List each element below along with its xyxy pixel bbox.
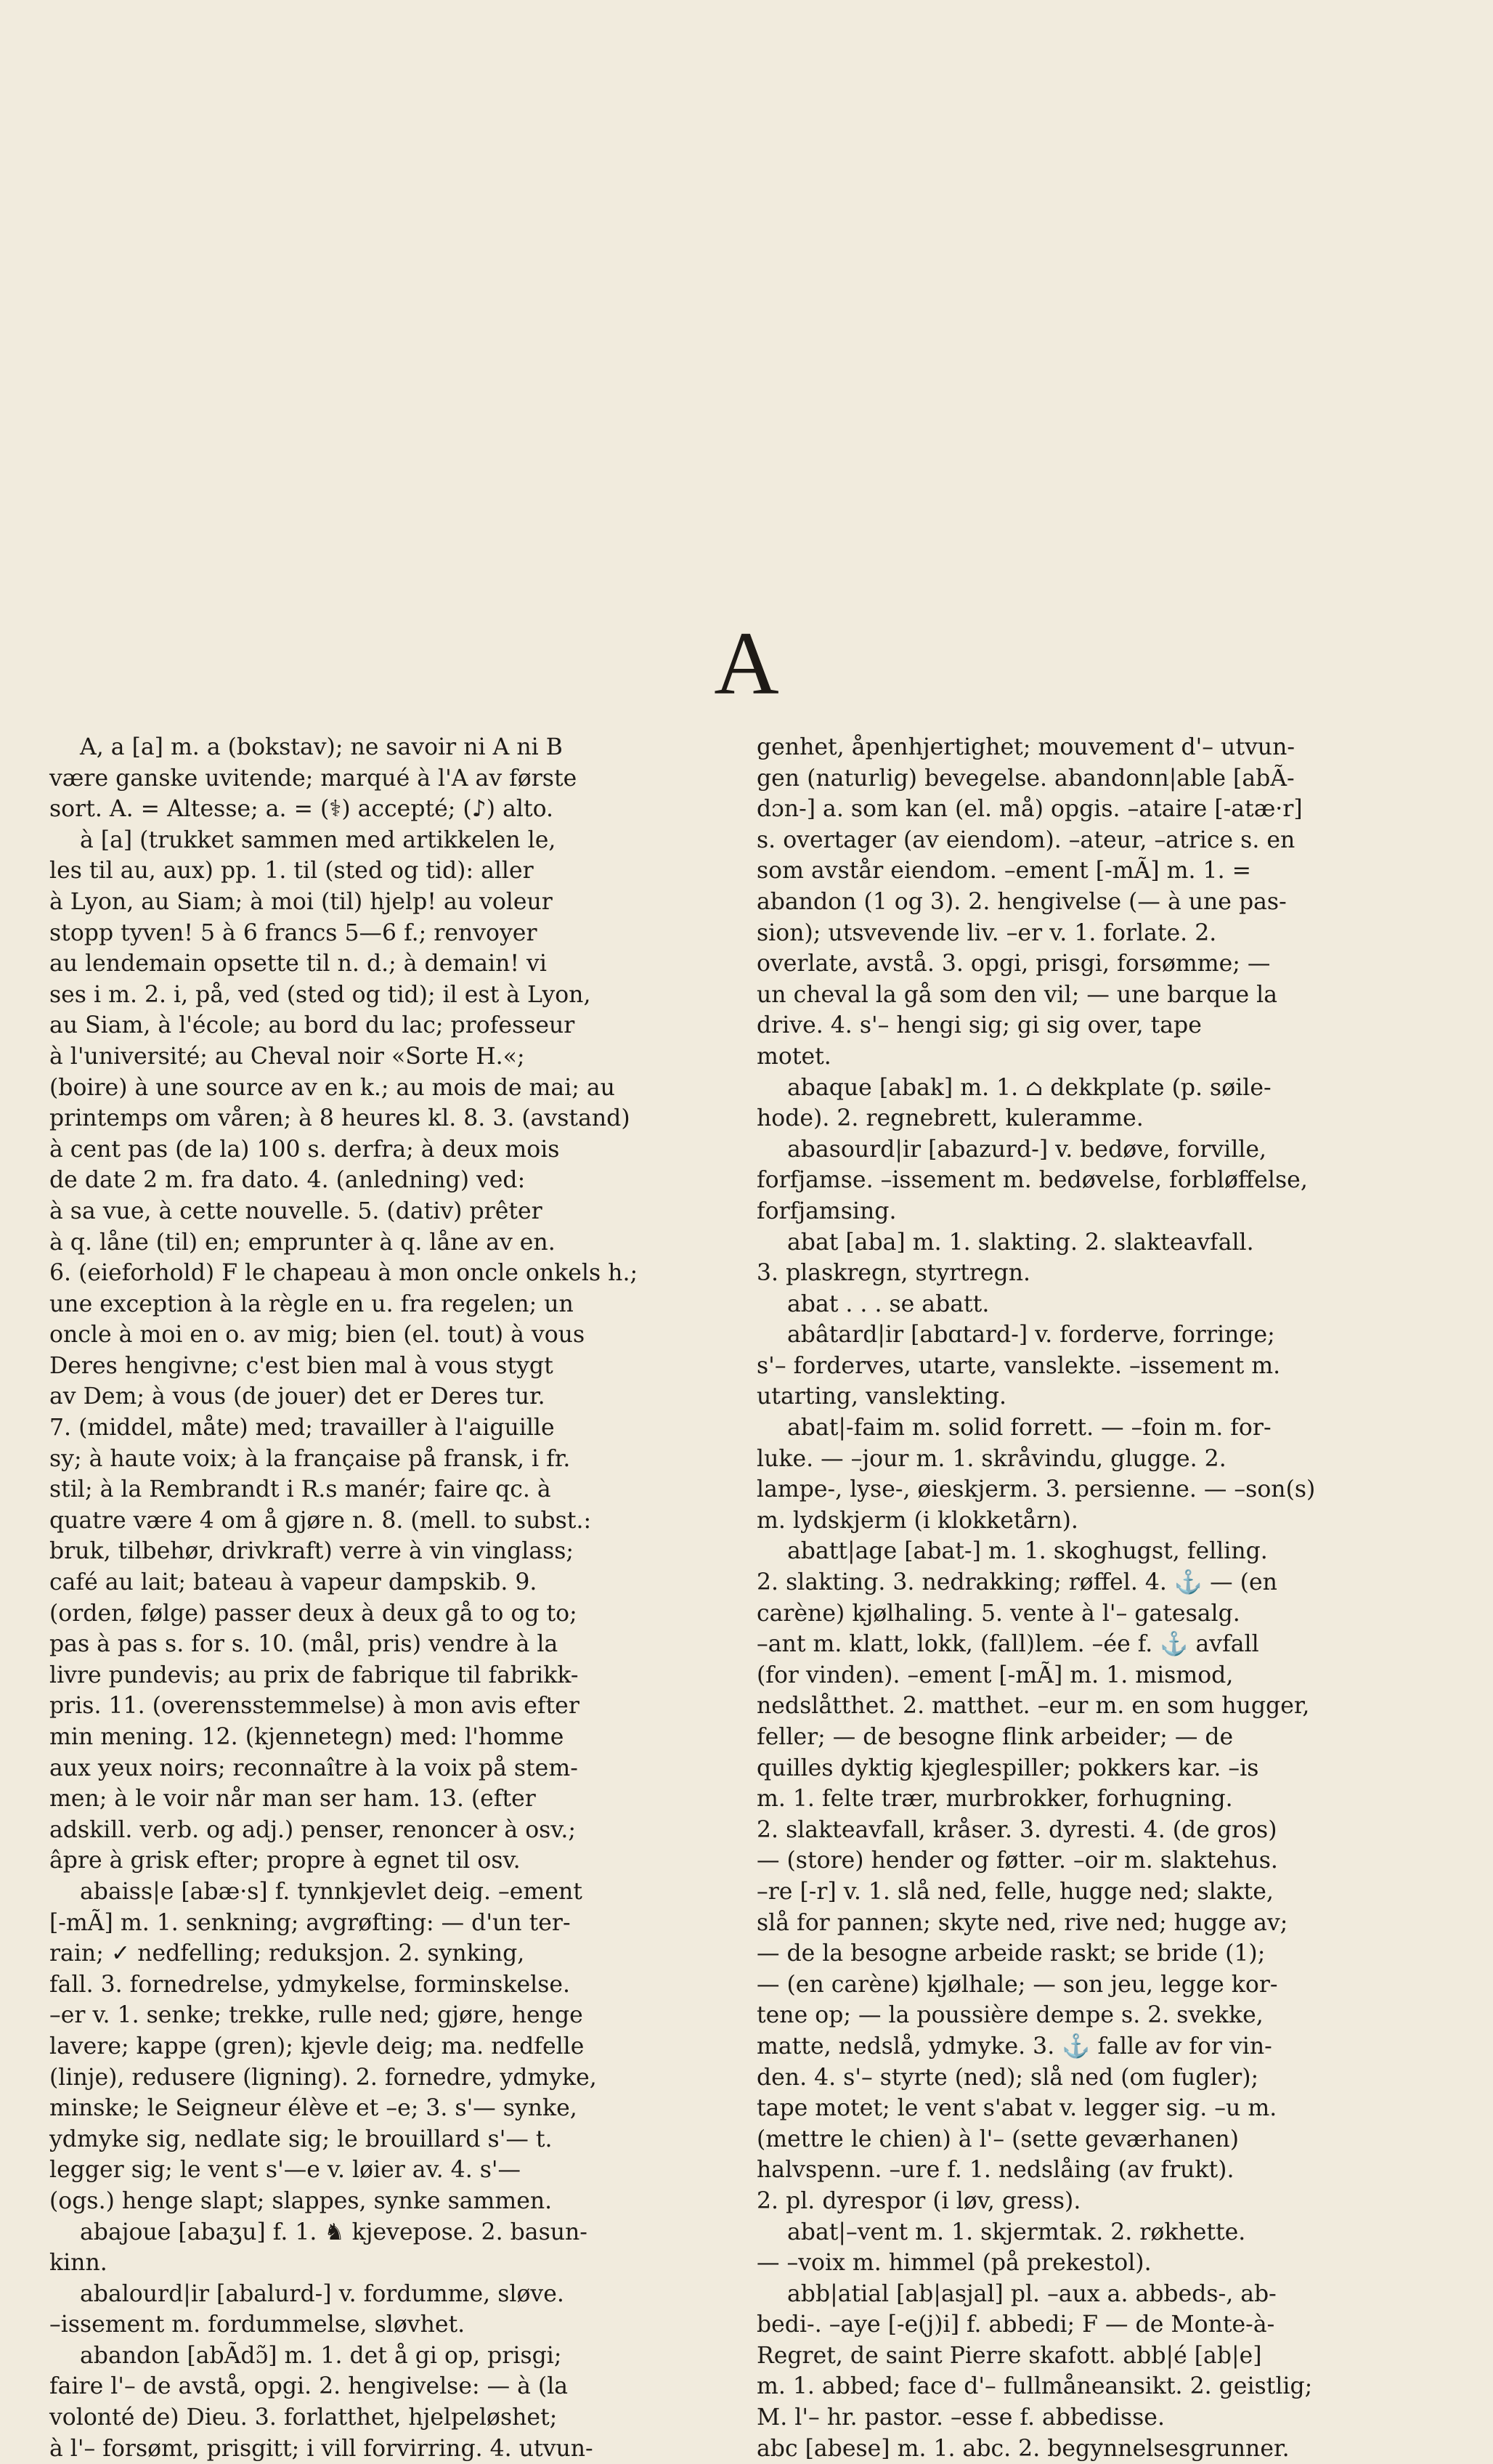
text-line: aux yeux noirs; reconnaître à la voix på stem- xyxy=(49,1755,578,1781)
text-line: café au lait; bateau à vapeur dampskib. 9. xyxy=(49,1569,537,1596)
text-line: m. 1. felte trær, murbrokker, forhugning. xyxy=(757,1786,1233,1813)
text-line: halvspenn. –ure f. 1. nedslåing (av frukt). xyxy=(757,2157,1234,2184)
text-line: au Siam, à l'école; au bord du lac; professeur xyxy=(49,1012,575,1039)
text-line: utarting, vanslekting. xyxy=(757,1383,1007,1410)
text-line: (boire) à une source av en k.; au mois de mai; au xyxy=(49,1074,615,1101)
text-line: abat|–vent m. 1. skjermtak. 2. røkhette. xyxy=(787,2219,1246,2245)
text-line: pris. 11. (overensstemmelse) à mon avis efter xyxy=(49,1693,579,1720)
text-line: abalourd|ir [abalurd-] v. fordumme, sløve. xyxy=(80,2280,564,2307)
text-line: — –voix m. himmel (på prekestol). xyxy=(757,2250,1152,2277)
text-line: 2. pl. dyrespor (i løv, gress). xyxy=(757,2187,1081,2214)
left-column xyxy=(49,732,732,2464)
text-line: –issement m. fordummelse, sløvhet. xyxy=(49,2311,465,2338)
text-line: à cent pas (de la) 100 s. derfra; à deux mois xyxy=(49,1136,560,1163)
text-line: lampe-, lyse-, øieskjerm. 3. persienne. — –son(s) xyxy=(757,1476,1316,1503)
text-line: — (en carène) kjølhale; — son jeu, legge kor- xyxy=(757,1971,1278,1998)
text-line: motet. xyxy=(757,1043,831,1070)
right-column xyxy=(757,732,1439,2464)
text-line: m. 1. abbed; face d'– fullmåneansikt. 2. geistlig; xyxy=(757,2373,1313,2400)
text-line: sion); utsvevende liv. –er v. 1. forlate. 2. xyxy=(757,919,1217,946)
text-line: à Lyon, au Siam; à moi (til) hjelp! au voleur xyxy=(49,888,553,915)
text-line: abâtard|ir [abɑtard-] v. forderve, forringe; xyxy=(787,1322,1275,1349)
text-line: pas à pas s. for s. 10. (mål, pris) vendre à la xyxy=(49,1631,558,1658)
text-line: [-mÃ] m. 1. senkning; avgrøfting: — d'un ter- xyxy=(49,1909,571,1936)
text-line: være ganske uvitende; marqué à l'A av første xyxy=(49,765,577,792)
text-line: (for vinden). –ement [-mÃ] m. 1. mismod, xyxy=(757,1662,1234,1688)
text-line: 2. slakteavfall, kråser. 3. dyresti. 4. (de gros) xyxy=(757,1816,1277,1843)
text-line: — (store) hender og føtter. –oir m. slaktehus. xyxy=(757,1847,1278,1874)
text-line: luke. — –jour m. 1. skråvindu, glugge. 2. xyxy=(757,1445,1226,1472)
text-line: feller; — de besogne flink arbeider; — de xyxy=(757,1724,1234,1750)
text-line: stil; à la Rembrandt i R.s manér; faire qc. à xyxy=(49,1476,551,1503)
text-line: kinn. xyxy=(49,2250,107,2277)
text-line: minske; le Seigneur élève et –e; 3. s'— synke, xyxy=(49,2095,577,2122)
text-line: carène) kjølhaling. 5. vente à l'– gatesalg. xyxy=(757,1600,1240,1627)
text-line: sy; à haute voix; à la française på fransk, i fr. xyxy=(49,1445,571,1472)
text-line: som avstår eiendom. –ement [-mÃ] m. 1. = xyxy=(757,858,1252,885)
text-line: abaque [abak] m. 1. ⌂ dekkplate (p. søile- xyxy=(787,1074,1272,1101)
text-line: tene op; — la poussière dempe s. 2. svekke, xyxy=(757,2002,1264,2029)
text-line: s. overtager (av eiendom). –ateur, –atrice s. en xyxy=(757,826,1295,853)
text-line: oncle à moi en o. av mig; bien (el. tout) à vous xyxy=(49,1322,585,1349)
text-line: volonté de) Dieu. 3. forlatthet, hjelpeløshet; xyxy=(49,2404,558,2431)
text-line: (mettre le chien) à l'– (sette geværhanen) xyxy=(757,2126,1239,2152)
text-line: à [a] (trukket sammen med artikkelen le, xyxy=(80,826,556,853)
text-line: abatt|age [abat-] m. 1. skoghugst, felling. xyxy=(787,1538,1268,1565)
text-line: faire l'– de avstå, opgi. 2. hengivelse: — à (la xyxy=(49,2373,569,2400)
text-line: M. l'– hr. pastor. –esse f. abbedisse. xyxy=(757,2404,1165,2431)
text-line: 7. (middel, måte) med; travailler à l'aiguille xyxy=(49,1415,555,1442)
text-line: abaiss|e [abæ·s] f. tynnkjevlet deig. –ement xyxy=(80,1878,582,1905)
text-line: Regret, de saint Pierre skafott. abb|é [ab|e] xyxy=(757,2342,1262,2369)
text-line: rain; ✓ nedfelling; reduksjon. 2. synking, xyxy=(49,1940,525,1967)
text-line: gen (naturlig) bevegelse. abandonn|able [abÃ- xyxy=(757,765,1295,792)
text-line: den. 4. s'– styrte (ned); slå ned (om fugler); xyxy=(757,2064,1259,2091)
text-line: livre pundevis; au prix de fabrique til fabrikk- xyxy=(49,1662,579,1688)
text-line: matte, nedslå, ydmyke. 3. ⚓ falle av for vin- xyxy=(757,2033,1272,2060)
text-line: –er v. 1. senke; trekke, rulle ned; gjøre, henge xyxy=(49,2002,583,2029)
text-line: tape motet; le vent s'abat v. legger sig. –u m. xyxy=(757,2095,1277,2122)
text-line: abat [aba] m. 1. slakting. 2. slakteavfall. xyxy=(787,1229,1254,1256)
text-line: les til au, aux) pp. 1. til (sted og tid): aller xyxy=(49,858,534,885)
text-line: de date 2 m. fra dato. 4. (anledning) ved: xyxy=(49,1167,526,1194)
text-line: m. lydskjerm (i klokketårn). xyxy=(757,1507,1078,1534)
text-line: abasourd|ir [abazurd-] v. bedøve, forville, xyxy=(787,1136,1267,1163)
text-line: av Dem; à vous (de jouer) det er Deres tur. xyxy=(49,1383,545,1410)
text-line: dɔn-] a. som kan (el. må) opgis. –ataire [-atæ·r] xyxy=(757,796,1303,823)
text-line: 6. (eieforhold) F le chapeau à mon oncle onkels h.; xyxy=(49,1260,638,1287)
section-letter-heading: A xyxy=(714,614,779,713)
text-line: abb|atial [ab|asjal] pl. –aux a. abbeds-, ab- xyxy=(787,2280,1277,2307)
text-line: legger sig; le vent s'—e v. løier av. 4. s'— xyxy=(49,2157,521,2184)
text-line: au lendemain opsette til n. d.; à demain! vi xyxy=(49,951,547,977)
text-line: overlate, avstå. 3. opgi, prisgi, forsømme; — xyxy=(757,951,1271,977)
text-line: bruk, tilbehør, drivkraft) verre à vin vinglass; xyxy=(49,1538,574,1565)
text-line: âpre à grisk efter; propre à egnet til osv. xyxy=(49,1847,521,1874)
text-line: abat . . . se abatt. xyxy=(787,1290,990,1317)
text-line: fall. 3. fornedrelse, ydmykelse, forminskelse. xyxy=(49,1971,571,1998)
text-line: abandon [abÃdɔ̃] m. 1. det å gi op, prisgi; xyxy=(80,2342,562,2369)
text-line: (ogs.) henge slapt; slappes, synke sammen. xyxy=(49,2187,553,2214)
text-line: s'– forderves, utarte, vanslekte. –issement m. xyxy=(757,1352,1281,1379)
text-line: 2. slakting. 3. nedrakking; røffel. 4. ⚓ — (en xyxy=(757,1569,1277,1596)
text-line: quilles dyktig kjeglespiller; pokkers kar. –is xyxy=(757,1755,1259,1781)
text-line: Deres hengivne; c'est bien mal à vous stygt xyxy=(49,1352,553,1379)
text-line: ydmyke sig, nedlate sig; le brouillard s'— t. xyxy=(49,2126,553,2152)
text-line: à q. låne (til) en; emprunter à q. låne av en. xyxy=(49,1229,556,1256)
text-line: forfjamse. –issement m. bedøvelse, forbløffelse, xyxy=(757,1167,1308,1194)
text-line: genhet, åpenhjertighet; mouvement d'– utvun- xyxy=(757,734,1295,760)
text-line: hode). 2. regnebrett, kuleramme. xyxy=(757,1105,1144,1132)
text-line: un cheval la gå som den vil; — une barque la xyxy=(757,981,1278,1008)
text-line: ses i m. 2. i, på, ved (sted og tid); il est à Lyon, xyxy=(49,981,591,1008)
text-line: –re [-r] v. 1. slå ned, felle, hugge ned; slakte, xyxy=(757,1878,1274,1905)
text-line: (orden, følge) passer deux à deux gå to og to; xyxy=(49,1600,577,1627)
text-line: lavere; kappe (gren); kjevle deig; ma. nedfelle xyxy=(49,2033,585,2060)
text-line: (linje), redusere (ligning). 2. fornedre, ydmyke, xyxy=(49,2064,597,2091)
text-line: adskill. verb. og adj.) penser, renoncer à osv.; xyxy=(49,1816,577,1843)
text-line: min mening. 12. (kjennetegn) med: l'homme xyxy=(49,1724,564,1750)
text-line: men; à le voir når man ser ham. 13. (efter xyxy=(49,1786,536,1813)
text-line: printemps om våren; à 8 heures kl. 8. 3. (avstand) xyxy=(49,1105,630,1132)
text-line: une exception à la règle en u. fra regelen; un xyxy=(49,1290,574,1317)
text-line: A, a [a] m. a (bokstav); ne savoir ni A ni B xyxy=(80,734,563,760)
text-line: forfjamsing. xyxy=(757,1198,897,1224)
text-line: à sa vue, à cette nouvelle. 5. (dativ) prêter xyxy=(49,1198,542,1224)
text-line: à l'– forsømt, prisgitt; i vill forvirring. 4. utvun- xyxy=(49,2435,593,2462)
text-line: –ant m. klatt, lokk, (fall)lem. –ée f. ⚓ avfall xyxy=(757,1631,1259,1658)
text-line: — de la besogne arbeide raskt; se bride (1); xyxy=(757,1940,1266,1967)
text-line: à l'université; au Cheval noir «Sorte H.«; xyxy=(49,1043,525,1070)
text-line: stopp tyven! 5 à 6 francs 5—6 f.; renvoyer xyxy=(49,919,537,946)
text-line: slå for pannen; skyte ned, rive ned; hugge av; xyxy=(757,1909,1288,1936)
text-line: drive. 4. s'– hengi sig; gi sig over, tape xyxy=(757,1012,1202,1039)
text-line: 3. plaskregn, styrtregn. xyxy=(757,1260,1031,1287)
text-line: abat|-faim m. solid forrett. — –foin m. for- xyxy=(787,1415,1272,1442)
text-line: abajoue [abaʒu] f. 1. ♞ kjevepose. 2. basun- xyxy=(80,2219,587,2245)
text-line: quatre være 4 om å gjøre n. 8. (mell. to subst.: xyxy=(49,1507,592,1534)
text-line: abandon (1 og 3). 2. hengivelse (— à une pas- xyxy=(757,888,1287,915)
text-line: nedslåtthet. 2. matthet. –eur m. en som hugger, xyxy=(757,1693,1310,1720)
text-line: sort. A. = Altesse; a. = (⚕) accepté; (♪) alto. xyxy=(49,796,554,823)
text-line: bedi-. –aye [-e(j)i] f. abbedi; F — de Monte-à- xyxy=(757,2311,1275,2338)
text-line: abc [abese] m. 1. abc. 2. begynnelsesgrunner. xyxy=(757,2435,1290,2462)
